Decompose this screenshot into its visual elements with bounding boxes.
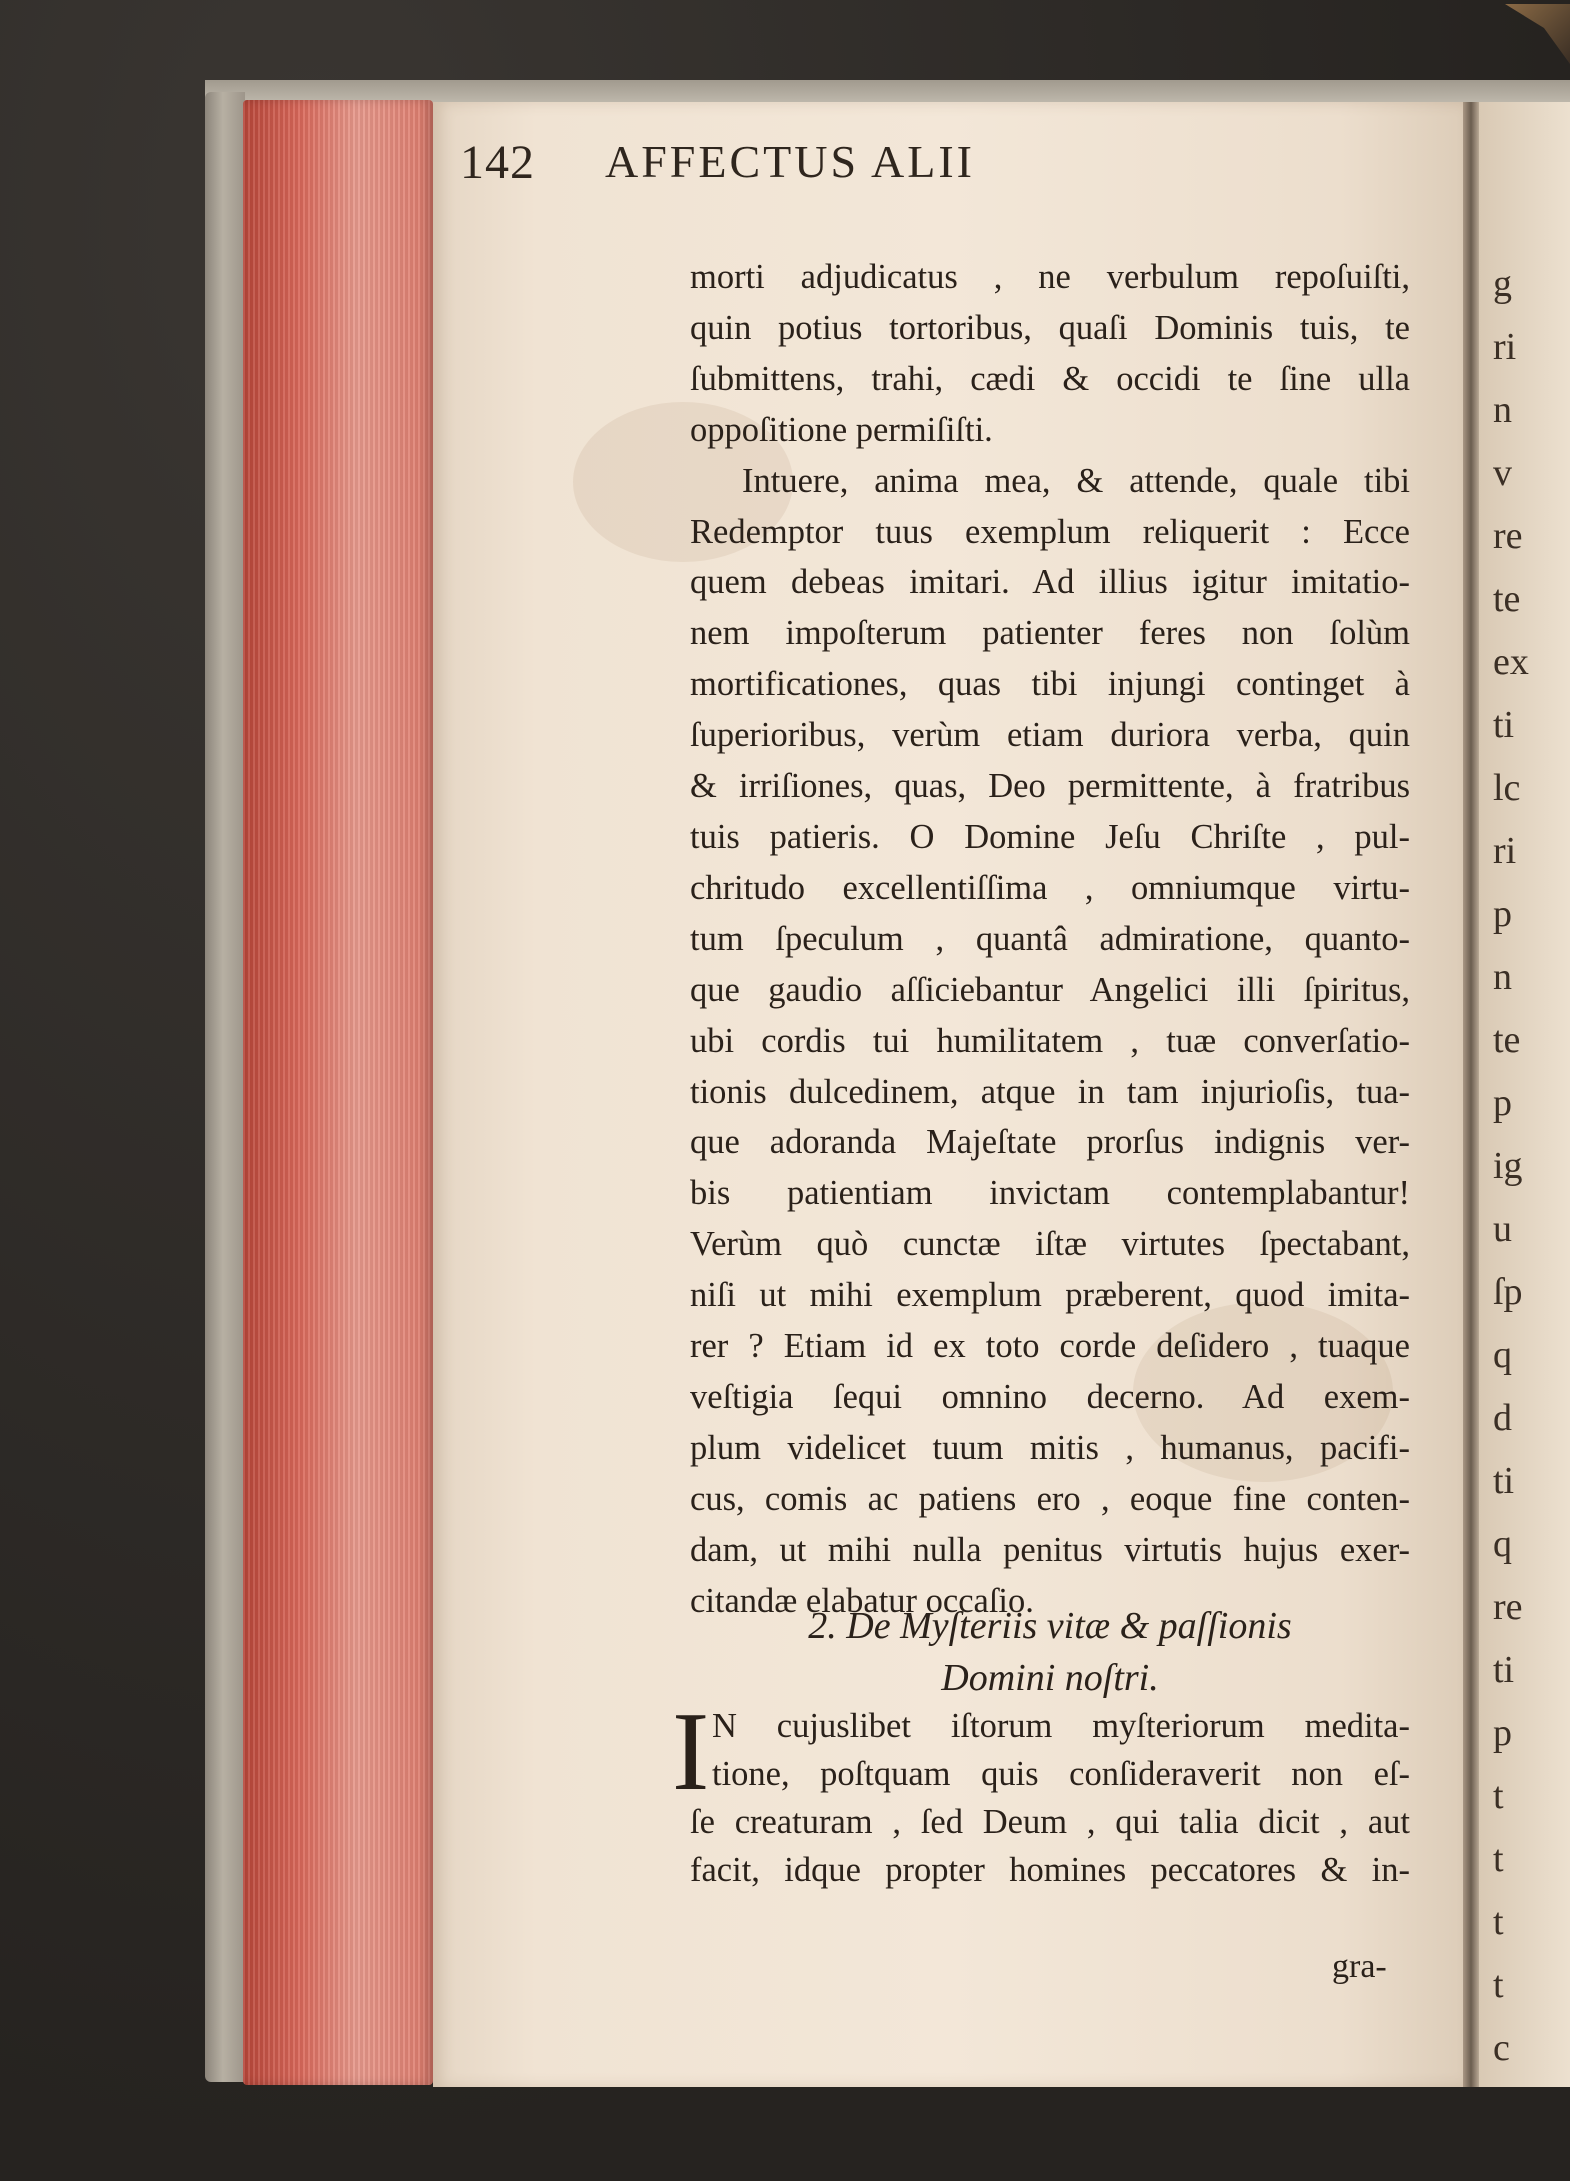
text-line: rer ? Etiam id ex toto corde deſidero , tuaque xyxy=(690,1327,1410,1366)
text-line: que adoranda Majeſtate prorſus indignis ver- xyxy=(690,1123,1410,1162)
section-heading xyxy=(690,1600,1410,1704)
facing-page-letter: ſp xyxy=(1493,1271,1523,1313)
facing-page-letter: ri xyxy=(1493,326,1517,368)
facing-page-letter: ti xyxy=(1493,704,1515,746)
red-page-edges xyxy=(243,100,433,2085)
text-line: ſuperioribus, verùm etiam duriora verba, quin xyxy=(690,716,1410,755)
facing-page-letter: re xyxy=(1493,1586,1523,1628)
facing-page-letter: t xyxy=(1493,1775,1504,1817)
section-heading-line: Domini noſtri. xyxy=(941,1657,1159,1699)
facing-page-letter: q xyxy=(1493,1523,1512,1565)
facing-page-letter: t xyxy=(1493,1838,1504,1880)
text-line: quin potius tortoribus, quaſi Dominis tuis, te xyxy=(690,308,1410,347)
facing-page-letter: u xyxy=(1493,1208,1512,1250)
facing-page-letter: p xyxy=(1493,893,1512,935)
facing-page-letter: v xyxy=(1493,452,1512,494)
text-line: facit, idque propter homines peccatores & in- xyxy=(690,1851,1410,1889)
facing-page-letter: ti xyxy=(1493,1460,1515,1502)
book-gutter xyxy=(1463,102,1479,2087)
drop-cap: I xyxy=(672,1690,710,1814)
text-line: Intuere, anima mea, & attende, quale tibi xyxy=(742,461,1410,500)
facing-page-letter: d xyxy=(1493,1397,1512,1439)
page-number: 142 xyxy=(460,136,535,189)
facing-page-letter: g xyxy=(1493,263,1512,305)
facing-page-letter: ti xyxy=(1493,1649,1515,1691)
paragraph-3 xyxy=(690,1702,1410,1894)
text-line: tione, poſtquam quis conſideraverit non eſ- xyxy=(712,1755,1410,1793)
facing-page-letter: ig xyxy=(1493,1145,1523,1187)
body-text xyxy=(690,252,1410,1626)
paragraph-2 xyxy=(690,456,1410,1627)
text-line: tum ſpeculum , quantâ admiratione, quanto- xyxy=(690,919,1410,958)
text-line: veſtigia ſequi omnino decerno. Ad exem- xyxy=(690,1377,1410,1416)
facing-page-letter: te xyxy=(1493,1019,1521,1061)
facing-page-letter: t xyxy=(1493,1901,1504,1943)
text-line: citandæ elabatur occaſio. xyxy=(690,1581,1034,1620)
text-line: dam, ut mihi nulla penitus virtutis hujus exer- xyxy=(690,1530,1410,1569)
facing-page-letter: t xyxy=(1493,1964,1504,2006)
facing-page-letter: q xyxy=(1493,1334,1512,1376)
facing-page-letter: lc xyxy=(1493,767,1521,809)
text-line: morti adjudicatus , ne verbulum repoſuiſti, xyxy=(690,258,1410,296)
text-line: Redemptor tuus exemplum reliquerit : Ecce xyxy=(690,512,1410,551)
book-cover-spine-edge xyxy=(205,92,245,2082)
text-line: quem debeas imitari. Ad illius igitur imitatio- xyxy=(690,563,1410,602)
catchword: gra- xyxy=(1332,1948,1387,1985)
facing-page-letter: te xyxy=(1493,578,1521,620)
text-line: cus, comis ac patiens ero , eoque fine conten- xyxy=(690,1479,1410,1518)
facing-page-letter: p xyxy=(1493,1082,1512,1124)
paragraph-1 xyxy=(690,252,1410,456)
facing-page-letter: re xyxy=(1493,515,1523,557)
running-head: AFFECTUS ALII xyxy=(605,136,975,187)
text-line: ſubmittens, trahi, cædi & occidi te ſine ulla xyxy=(690,359,1410,398)
facing-page-letter: ex xyxy=(1493,641,1529,683)
text-line: & irriſiones, quas, Deo permittente, à fratribus xyxy=(690,767,1410,806)
text-line: nem impoſterum patienter feres non ſolùm xyxy=(690,614,1410,653)
text-line: ubi cordis tui humilitatem , tuæ converſatio- xyxy=(690,1021,1410,1060)
text-line: Verùm quò cunctæ iſtæ virtutes ſpectabant, xyxy=(690,1225,1410,1264)
facing-page-letter: ri xyxy=(1493,830,1517,872)
text-line: mortificationes, quas tibi injungi continget à xyxy=(690,665,1410,704)
text-line: que gaudio aſſiciebantur Angelici illi ſpiritus, xyxy=(690,970,1410,1009)
text-line: N cujuslibet iſtorum myſteriorum medita- xyxy=(712,1707,1410,1745)
text-line: ſe creaturam , ſed Deum , qui talia dicit , aut xyxy=(690,1803,1410,1841)
text-line: tionis dulcedinem, atque in tam injurioſis, tua- xyxy=(690,1072,1410,1111)
page-header xyxy=(460,135,1270,205)
text-line: oppoſitione permiſiſti. xyxy=(690,410,993,449)
text-line: plum videlicet tuum mitis , humanus, pacifi- xyxy=(690,1428,1410,1467)
section-heading-line: 2. De Myſteriis vitæ & paſſionis xyxy=(808,1605,1292,1647)
text-line: bis patientiam invictam contemplabantur! xyxy=(690,1174,1410,1213)
facing-page-letter: n xyxy=(1493,389,1512,431)
text-line: niſi ut mihi exemplum præberent, quod imita- xyxy=(690,1276,1410,1315)
facing-page-letter: n xyxy=(1493,956,1512,998)
text-line: chritudo excellentiſſima , omniumque virtu- xyxy=(690,868,1410,907)
facing-page-letter: c xyxy=(1493,2027,1510,2069)
text-line: tuis patieris. O Domine Jeſu Chriſte , pul- xyxy=(690,817,1410,856)
facing-page-letter: p xyxy=(1493,1712,1512,1754)
facing-page-fragment xyxy=(1479,102,1570,2087)
